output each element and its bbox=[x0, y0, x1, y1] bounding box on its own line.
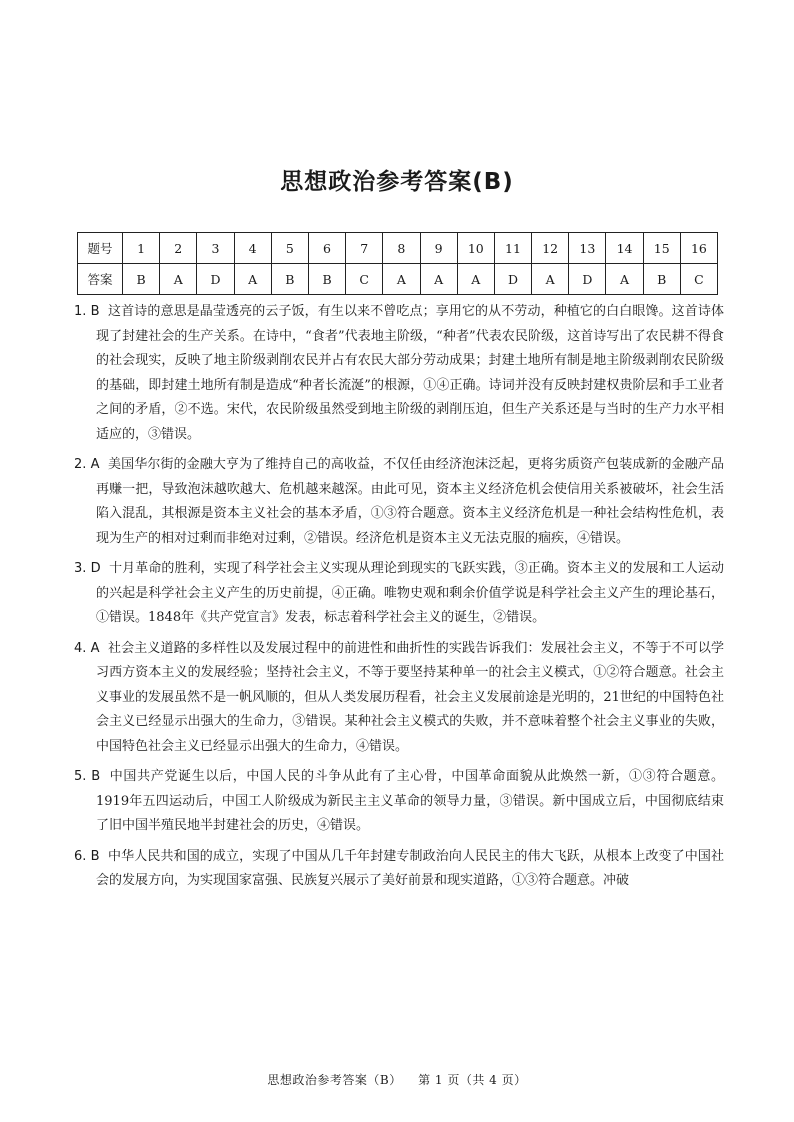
explanation-number: 6. B bbox=[74, 848, 100, 864]
question-number: 15 bbox=[643, 233, 680, 264]
answer-cell: D bbox=[494, 264, 531, 295]
explanation-text: 十月革命的胜利，实现了科学社会主义实现从理论到现实的飞跃实践，③正确。资本主义的发展和工人运动的兴起是科学社会主义产生的历史前提，④正确。唯物史观和剩余价值学说是科学社会主义产生的理论基石，①错误。1848年《共产党宣言》发表，标志着科学社会主义的诞生，②错误。 bbox=[96, 561, 724, 625]
footer-page-number: 第 1 页（共 4 页） bbox=[418, 1073, 527, 1087]
answer-cell: C bbox=[680, 264, 717, 295]
explanation-text: 美国华尔街的金融大亨为了维持自己的高收益，不仅任由经济泡沫泛起，更将劣质资产包装成新的金融产品再赚一把，导致泡沫越吹越大、危机越来越深。由此可见，资本主义经济危机会使信用关系被破坏，社会生活陷入混乱，其根源是资本主义社会的基本矛盾，①③符合题意。资本主义经济危机是一种社会结构性危机，表现为生产的相对过剩而非绝对过剩，②错误。经济危机是资本主义无法克服的痼疾，④错误。 bbox=[96, 457, 724, 546]
explanation-number: 5. B bbox=[74, 769, 101, 784]
question-number: 4 bbox=[234, 233, 271, 264]
footer-subject: 思想政治参考答案（B） bbox=[267, 1073, 402, 1087]
question-number: 10 bbox=[457, 233, 494, 264]
answer-cell: B bbox=[123, 264, 160, 295]
answer-cell: A bbox=[160, 264, 197, 295]
answer-cell: A bbox=[457, 264, 494, 295]
answer-cell: A bbox=[234, 264, 271, 295]
explanation-text: 中国共产党诞生以后，中国人民的斗争从此有了主心骨，中国革命面貌从此焕然一新，①③符合题意。1919年五四运动后，中国工人阶级成为新民主主义革命的领导力量，③错误。新中国成立后，中国彻底结束了旧中国半殖民地半封建社会的历史，④错误。 bbox=[96, 769, 724, 833]
explanations bbox=[74, 300, 724, 900]
answer-cell: A bbox=[606, 264, 643, 295]
explanation-number: 1. B bbox=[74, 304, 100, 319]
explanation-item bbox=[74, 453, 724, 551]
explanation-item bbox=[74, 300, 724, 447]
answer-cell: B bbox=[643, 264, 680, 295]
question-number: 16 bbox=[680, 233, 717, 264]
explanation-number: 3. D bbox=[74, 561, 101, 576]
explanation-text: 这首诗的意思是晶莹透亮的云子饭，有生以来不曾吃点；享用它的从不劳动，种植它的白白眼馋。这首诗体现了封建社会的生产关系。在诗中，“食者”代表地主阶级，“种者”代表农民阶级，这首诗写出了农民耕不得食的社会现实，反映了地主阶级剥削农民并占有农民大部分劳动成果；封建土地所有制是地主阶级剥削农民阶级的基础，即封建土地所有制是造成“种者长流涎”的根源，①④正确。诗词并没有反映封建权贵阶层和手工业者之间的矛盾，②不选。宋代，农民阶级虽然受到地主阶级的剥削压迫，但生产关系还是与当时的生产力水平相适应的，③错误。 bbox=[96, 304, 724, 442]
answer-cell: D bbox=[569, 264, 606, 295]
answer-table bbox=[77, 232, 718, 295]
question-number: 1 bbox=[123, 233, 160, 264]
question-number: 6 bbox=[308, 233, 345, 264]
explanation-text: 中华人民共和国的成立，实现了中国从几千年封建专制政治向人民民主的伟大飞跃，从根本上改变了中国社会的发展方向，为实现国家富强、民族复兴展示了美好前景和现实道路，①③符合题意。冲破 bbox=[96, 848, 724, 888]
explanation-number: 4. A bbox=[74, 640, 100, 656]
question-number: 3 bbox=[197, 233, 234, 264]
answer-cell: A bbox=[532, 264, 569, 295]
question-number: 11 bbox=[494, 233, 531, 264]
question-number: 13 bbox=[569, 233, 606, 264]
question-number: 7 bbox=[346, 233, 383, 264]
explanation-item bbox=[74, 765, 724, 839]
row-label-answer: 答案 bbox=[78, 264, 123, 295]
answer-cell: A bbox=[420, 264, 457, 295]
question-number: 14 bbox=[606, 233, 643, 264]
answer-cell: C bbox=[346, 264, 383, 295]
answer-row bbox=[78, 264, 718, 295]
answer-cell: A bbox=[383, 264, 420, 295]
explanation-item bbox=[74, 637, 724, 760]
answer-cell: B bbox=[308, 264, 345, 295]
page-title: 思想政治参考答案(B) bbox=[280, 169, 514, 195]
question-number: 9 bbox=[420, 233, 457, 264]
question-number: 8 bbox=[383, 233, 420, 264]
question-number: 12 bbox=[532, 233, 569, 264]
row-label-question: 题号 bbox=[78, 233, 123, 264]
question-number: 5 bbox=[271, 233, 308, 264]
explanation-text: 社会主义道路的多样性以及发展过程中的前进性和曲折性的实践告诉我们：发展社会主义，不等于不可以学习西方资本主义的发展经验；坚持社会主义，不等于要坚持某种单一的社会主义模式，①②符合题意。社会主义事业的发展虽然不是一帆风顺的，但从人类发展历程看，社会主义发展前途是光明的，21世纪的中国特色社会主义已经显示出强大的生命力，③错误。某种社会主义模式的失败，并不意味着整个社会主义事业的失败，中国特色社会主义已经显示出强大的生命力，④错误。 bbox=[96, 640, 724, 754]
explanation-item bbox=[74, 557, 724, 631]
answer-cell: D bbox=[197, 264, 234, 295]
answer-cell: B bbox=[271, 264, 308, 295]
question-number-row bbox=[78, 233, 718, 264]
explanation-number: 2. A bbox=[74, 457, 100, 472]
question-number: 2 bbox=[160, 233, 197, 264]
page-footer bbox=[0, 1071, 794, 1088]
explanation-item bbox=[74, 845, 724, 894]
